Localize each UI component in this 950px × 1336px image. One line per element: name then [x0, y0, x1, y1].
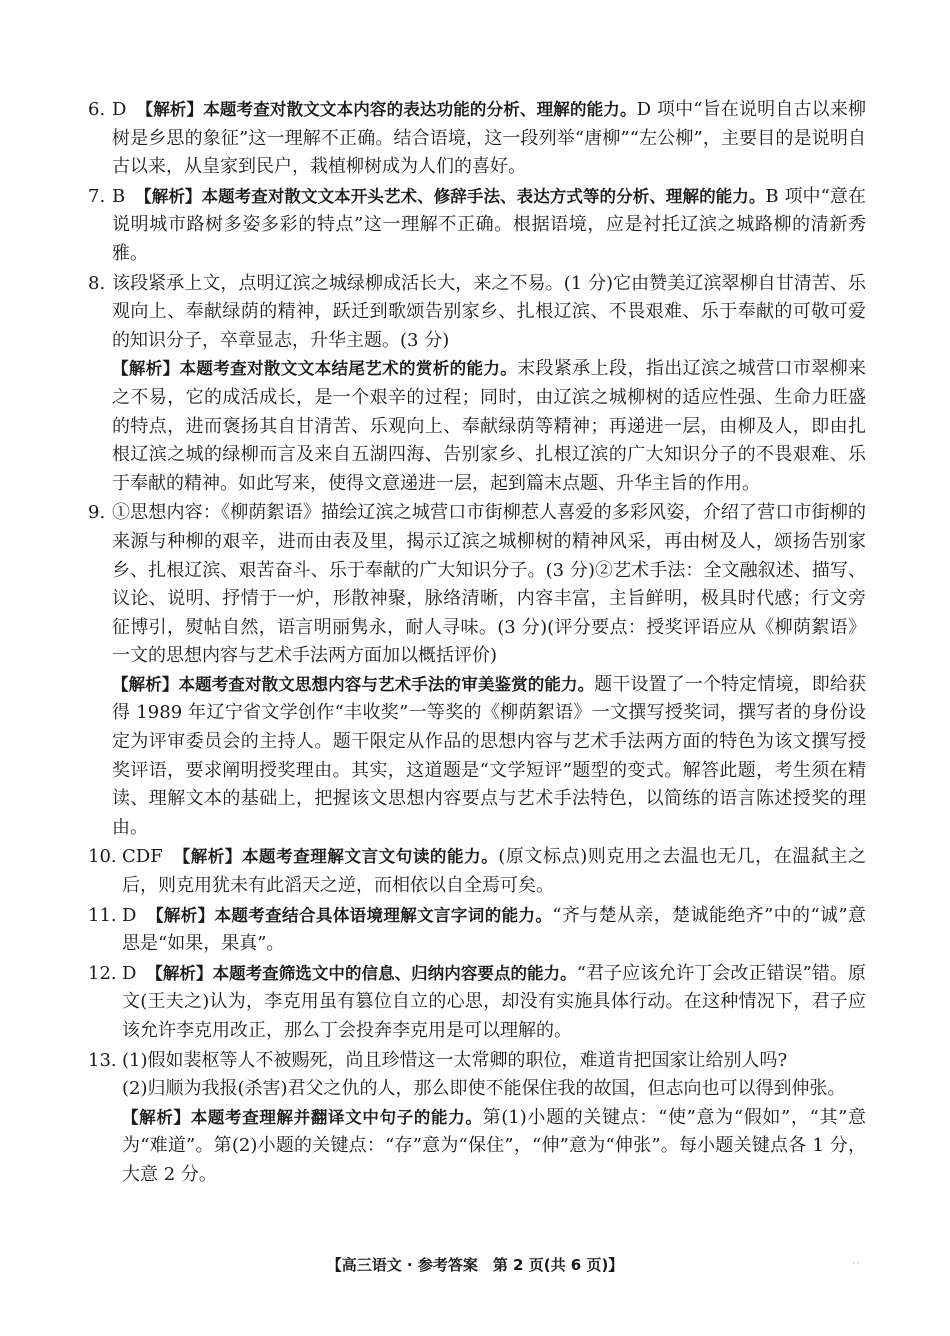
analysis-focus: 本题考查对散文文本结尾艺术的赏析的能力。	[179, 359, 518, 379]
answer-item-12	[88, 960, 866, 1046]
item-number: 8.	[88, 272, 106, 294]
analysis-focus: 本题考查对散文文本开头艺术、修辞手法、表达方式等的分析、理解的能力。	[201, 186, 766, 206]
item-number: 9.	[88, 502, 106, 524]
analysis-tag: 【解析】	[112, 674, 179, 694]
analysis-focus: 本题考查筛选文中的信息、归纳内容要点的能力。	[212, 963, 577, 983]
analysis-tag: 【解析】	[112, 359, 180, 379]
translation-1: (1)假如裴枢等人不被赐死，尚且珍惜这一太常卿的职位，难道肯把国家让给别人吗?	[122, 1049, 788, 1071]
item-answer-text: 该段紧承上文，点明辽滨之城绿柳成活长大，来之不易。(1 分)它由赞美辽滨翠柳自甘清苦、乐观向上、奉献绿荫的精神，跃迁到歌颂告别家乡、扎根辽滨、不畏艰难、乐于奉献的可敬可爱的知识分子，卒章显志，升华主题。(3 分)	[112, 272, 866, 351]
analysis-tag: 【解析】	[155, 905, 215, 925]
analysis-text: (原文标点)则克用之去温也无几，在温弑主之后，则克用犹未有此滔天之逆，而相依以自全焉可矣。	[122, 846, 867, 897]
answer-item-8	[88, 270, 866, 499]
analysis-paragraph	[112, 355, 866, 498]
answer-item-9	[88, 499, 866, 842]
analysis-text: 第(1)小题的关键点：“使”意为“假如”，“其”意为“难道”。第(2)小题的关键点：“存”意为“保住”，“伸”意为“伸张”。每小题关键点各 1 分，大意 2 分。	[122, 1106, 867, 1185]
item-number: 13.	[88, 1049, 117, 1071]
item-number: 11.	[88, 904, 117, 926]
analysis-focus: 本题考查结合具体语境理解文言字词的能力。	[214, 905, 553, 925]
item-answer: D	[122, 962, 137, 984]
analysis-text: 题干设置了一个特定情境，即给获得 1989 年辽宁省文学创作“丰收奖”一等奖的《柳荫絮语》一文撰写授奖词，撰写者的身份设定为评审委员会的主持人。题干限定从作品的思想内容与艺术手法两方面的特色为该文撰写授奖评语，要求阐明授奖理由。其实，这道题是“文学短评”题型的变式。解答此题，考生须在精读、理解文本的基础上，把握该文思想内容要点与艺术手法特色，以简练的语言陈述授奖的理由。	[112, 673, 867, 838]
decorative-dots: ··	[852, 1256, 860, 1270]
item-answer: B	[112, 185, 126, 207]
analysis-text: “齐与楚从亲，楚诚能绝齐”中的“诚”意思是“如果，果真”。	[122, 904, 867, 955]
answer-item-13	[88, 1047, 866, 1190]
item-number: 7.	[88, 185, 106, 207]
item-number: 6.	[88, 99, 106, 120]
analysis-tag: 【解析】	[143, 186, 202, 206]
answer-item-6	[88, 96, 866, 182]
analysis-text: B 项中“意在说明城市路树多姿多彩的特点”这一理解不正确。根据语境，应是衬托辽滨之城路柳的清新秀雅。	[112, 185, 867, 264]
analysis-focus: 本题考查理解文言文句读的能力。	[241, 847, 499, 867]
analysis-tag: 【解析】	[144, 100, 204, 119]
analysis-text: 末段紧承上段，指出辽滨之城营口市翠柳来之不易，它的成活成长，是一个艰辛的过程；同时，由辽滨之城柳树的适应性强、生命力旺盛的特点，进而褒扬其自甘清苦、乐观向上、奉献绿荫等精神；再递进一层，由柳及人，即由扎根辽滨之城的绿柳而言及来自五湖四海、告别家乡、扎根辽滨的广大知识分子的不畏艰难、乐于奉献的精神。如此写来，使得文意递进一层，起到篇末点题、升华主旨的作用。	[112, 358, 867, 494]
answer-item-10	[88, 843, 866, 900]
analysis-paragraph	[112, 671, 866, 843]
analysis-focus: 本题考查对散文文本内容的表达功能的分析、理解的能力。	[203, 100, 637, 119]
page-footer: 【高三语文 · 参考答案 第 2 页(共 6 页)】	[326, 1256, 624, 1274]
item-number: 10.	[88, 846, 117, 868]
item-answer: D	[122, 904, 137, 926]
analysis-tag: 【解析】	[154, 963, 213, 983]
item-answer-text: ①思想内容：《柳荫絮语》描绘辽滨之城营口市街柳惹人喜爱的多彩风姿，介绍了营口市街柳的来源与种柳的艰辛，进而由表及里，揭示辽滨之城柳树的精神风采，再由树及人，颂扬告别家乡、扎根辽滨、艰苦奋斗、乐于奉献的广大知识分子。(3 分)②艺术手法：全文融叙述、描写、议论、说明、抒情于一炉，形散神聚，脉络清晰，内容丰富，主旨鲜明，极具时代感；行文旁征博引，熨帖自然，语言明丽隽永，耐人寻味。(3 分)(评分要点：授奖评语应从《柳荫絮语》一文的思想内容与艺术手法两方面加以概括评价)	[112, 502, 866, 667]
answer-key-page	[88, 96, 866, 1191]
analysis-paragraph	[122, 1104, 866, 1190]
item-answer: CDF	[122, 846, 163, 868]
answer-item-11	[88, 902, 866, 959]
translation-2: (2)归顺为我报(杀害)君父之仇的人，那么即使不能保住我的故国，但志向也可以得到伸张。	[122, 1078, 846, 1100]
analysis-focus: 本题考查理解并翻译文中句子的能力。	[190, 1107, 483, 1127]
analysis-tag: 【解析】	[181, 847, 242, 867]
item-number: 12.	[88, 962, 117, 984]
analysis-focus: 本题考查对散文思想内容与艺术手法的审美鉴赏的能力。	[178, 674, 595, 694]
item-answer: D	[112, 99, 127, 120]
answer-item-7	[88, 183, 866, 269]
analysis-tag: 【解析】	[122, 1107, 191, 1127]
analysis-text: “君子应该允许丁会改正错误”错。原文(王夫之)认为，李克用虽有篡位自立的心思，却没有实施具体行动。在这种情况下，君子应该允许李克用改正，那么丁会投奔李克用是可以理解的。	[122, 962, 866, 1041]
analysis-text: D 项中“旨在说明自古以来柳树是乡思的象征”这一理解不正确。结合语境，这一段列举“唐柳”“左公柳”，主要目的是说明自古以来，从皇家到民户，栽植柳树成为人们的喜好。	[112, 99, 867, 178]
